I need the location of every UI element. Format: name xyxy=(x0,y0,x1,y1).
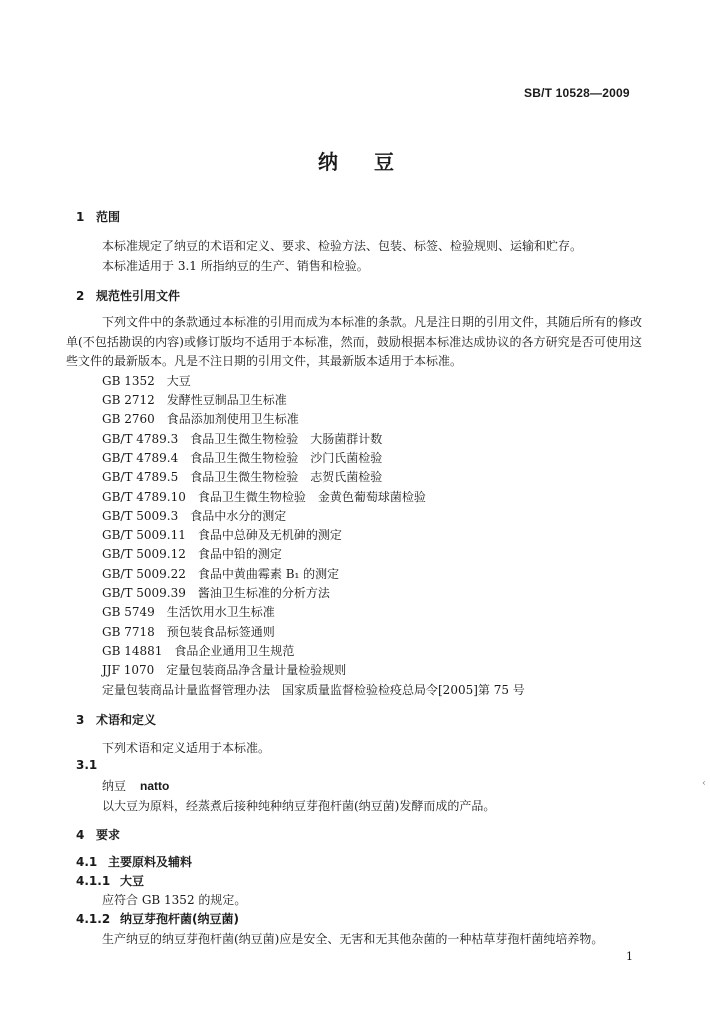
reference-item: GB/T 5009.12 食品中铅的测定 xyxy=(102,547,282,561)
subsection-number: 4.1.1 xyxy=(76,874,111,888)
paragraph: 本标准规定了纳豆的术语和定义、要求、检验方法、包装、标签、检验规则、运输和贮存。 xyxy=(102,239,583,253)
reference-item: GB 14881 食品企业通用卫生规范 xyxy=(102,644,295,658)
paragraph: 应符合 GB 1352 的规定。 xyxy=(102,893,247,907)
reference-item: GB 1352 大豆 xyxy=(102,374,191,388)
subsection-4-1-2-heading xyxy=(76,910,239,927)
section-2-heading xyxy=(76,287,180,304)
section-number: 1 xyxy=(76,210,85,224)
normative-references-intro: 下列文件中的条款通过本标准的引用而成为本标准的条款。凡是注日期的引用文件，其随后所有的修改单(不包括勘误的内容)或修订版均不适用于本标准，然而，鼓励根据本标准达成协议的各方研究是否可使用这些文件的最新版本。凡是不注日期的引用文件，其最新版本适用于本标准。 xyxy=(66,315,643,368)
reference-item: GB/T 4789.4 食品卫生微生物检验 沙门氏菌检验 xyxy=(102,451,383,465)
section-3-heading xyxy=(76,711,156,728)
reference-item: 定量包装商品计量监督管理办法 国家质量监督检验检疫总局令[2005]第 75 号 xyxy=(102,683,525,697)
reference-item: GB/T 5009.22 食品中黄曲霉素 B₁ 的测定 xyxy=(102,567,340,581)
reference-item: GB/T 5009.39 酱油卫生标准的分析方法 xyxy=(102,586,330,600)
section-4-heading xyxy=(76,826,120,843)
paragraph: 下列术语和定义适用于本标准。 xyxy=(102,741,271,755)
subsection-title: 大豆 xyxy=(120,874,145,888)
section-title: 规范性引用文件 xyxy=(96,289,181,303)
term-chinese: 纳豆 xyxy=(102,779,127,793)
reference-item: GB 7718 预包装食品标签通则 xyxy=(102,625,275,639)
term-definition: 以大豆为原料，经蒸煮后接种纯种纳豆芽孢杆菌(纳豆菌)发酵而成的产品。 xyxy=(102,799,496,813)
reference-item: GB/T 5009.3 食品中水分的测定 xyxy=(102,509,287,523)
subsection-4-1-1-heading xyxy=(76,872,144,889)
reference-item: GB/T 4789.3 食品卫生微生物检验 大肠菌群计数 xyxy=(102,432,383,446)
reference-item: GB/T 4789.10 食品卫生微生物检验 金黄色葡萄球菌检验 xyxy=(102,490,426,504)
section-title: 范围 xyxy=(96,210,121,224)
reference-item: GB 5749 生活饮用水卫生标准 xyxy=(102,605,275,619)
reference-item: GB/T 5009.11 食品中总砷及无机砷的测定 xyxy=(102,528,342,542)
document-title: 纳豆 xyxy=(318,150,430,174)
page-number: 1 xyxy=(626,950,633,963)
subsection-title: 纳豆芽孢杆菌(纳豆菌) xyxy=(120,912,239,926)
reference-item: GB 2760 食品添加剂使用卫生标准 xyxy=(102,412,299,426)
subsection-number: 4.1.2 xyxy=(76,912,111,926)
reference-item: JJF 1070 定量包装商品净含量计量检验规则 xyxy=(102,663,347,677)
section-title: 术语和定义 xyxy=(96,713,157,727)
term-english: natto xyxy=(140,779,170,793)
paragraph: 生产纳豆的纳豆芽孢杆菌(纳豆菌)应是安全、无害和无其他杂菌的一种枯草芽孢杆菌纯培养物。 xyxy=(102,932,604,946)
paragraph: 本标准适用于 3.1 所指纳豆的生产、销售和检验。 xyxy=(102,259,369,273)
section-1-heading xyxy=(76,208,120,225)
section-number: 2 xyxy=(76,289,85,303)
reference-item: GB 2712 发酵性豆制品卫生标准 xyxy=(102,393,287,407)
section-number: 3 xyxy=(76,713,85,727)
section-title: 要求 xyxy=(96,828,121,842)
standard-code: SB/T 10528—2009 xyxy=(524,86,630,100)
subsection-number: 3.1 xyxy=(76,758,98,772)
section-number: 4 xyxy=(76,828,85,842)
term-entry xyxy=(102,777,169,794)
subsection-number: 4.1 xyxy=(76,855,98,869)
subsection-4-1-heading xyxy=(76,853,192,870)
edge-mark: ‹ xyxy=(702,778,706,789)
reference-item: GB/T 4789.5 食品卫生微生物检验 志贺氏菌检验 xyxy=(102,470,383,484)
subsection-title: 主要原料及辅料 xyxy=(108,855,193,869)
